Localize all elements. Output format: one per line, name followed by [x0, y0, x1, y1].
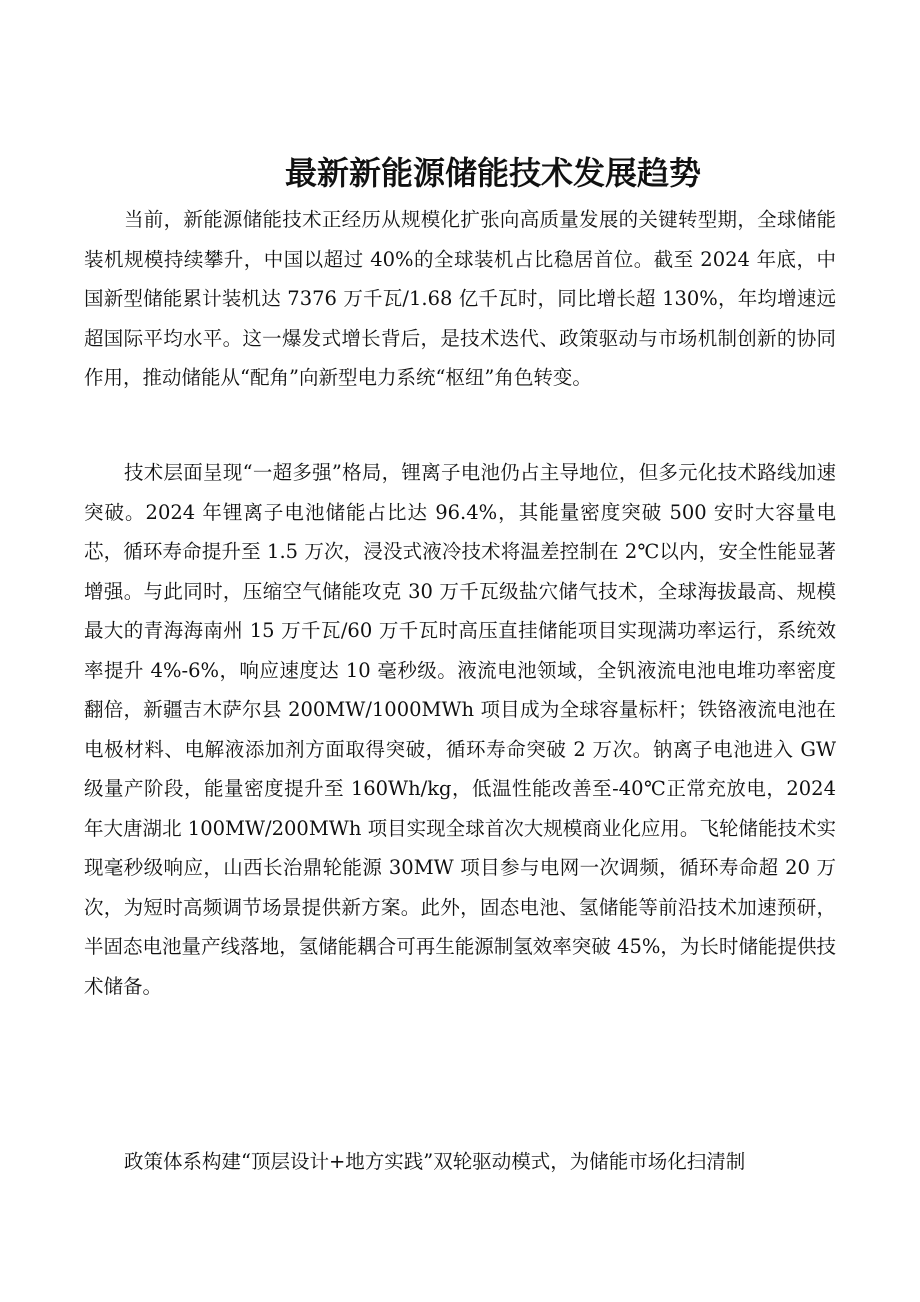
paragraph-1: 当前，新能源储能技术正经历从规模化扩张向高质量发展的关键转型期，全球储能装机规模持续攀升，中国以超过 40%的全球装机占比稳居首位。截至 2024 年底，中国新型储能累计装机达 7376 万千瓦/1.68 亿千瓦时，同比增长超 130%，年均增速远超国际平均水平。这一爆发式增长背后，是技术迭代、政策驱动与市场机制创新的协同作用，推动储能从“配角”向新型电力系统“枢纽”角色转变。 — [84, 208, 836, 389]
paragraph-2: 技术层面呈现“一超多强”格局，锂离子电池仍占主导地位，但多元化技术路线加速突破。2024 年锂离子电池储能占比达 96.4%，其能量密度突破 500 安时大容量电芯，循环寿命提升至 1.5 万次，浸没式液冷技术将温差控制在 2℃以内，安全性能显著增强。与此同时，压缩空气储能攻克 30 万千瓦级盐穴储气技术，全球海拔最高、规模最大的青海海南州 15 万千瓦/60 万千瓦时高压直挂储能项目实现满功率运行，系统效率提升 4%-6%，响应速度达 10 毫秒级。液流电池领域，全钒液流电池电堆功率密度翻倍，新疆吉木萨尔县 200MW/1000MWh 项目成为全球容量标杆；铁铬液流电池在电极材料、电解液添加剂方面取得突破，循环寿命突破 2 万次。钠离子电池进入 GW 级量产阶段，能量密度提升至 160Wh/kg，低温性能改善至-40℃正常充放电，2024 年大唐湖北 100MW/200MWh 项目实现全球首次大规模商业化应用。飞轮储能技术实现毫秒级响应，山西长治鼎轮能源 30MW 项目参与电网一次调频，循环寿命超 20 万次，为短时高频调节场景提供新方案。此外，固态电池、氢储能等前沿技术加速预研，半固态电池量产线落地，氢储能耦合可再生能源制氢效率突破 45%，为长时储能提供技术储备。 — [84, 461, 836, 998]
page-title: 最新新能源储能技术发展趋势 — [284, 154, 701, 193]
paragraph-3: 政策体系构建“顶层设计+地方实践”双轮驱动模式，为储能市场化扫清制 — [124, 1150, 746, 1173]
